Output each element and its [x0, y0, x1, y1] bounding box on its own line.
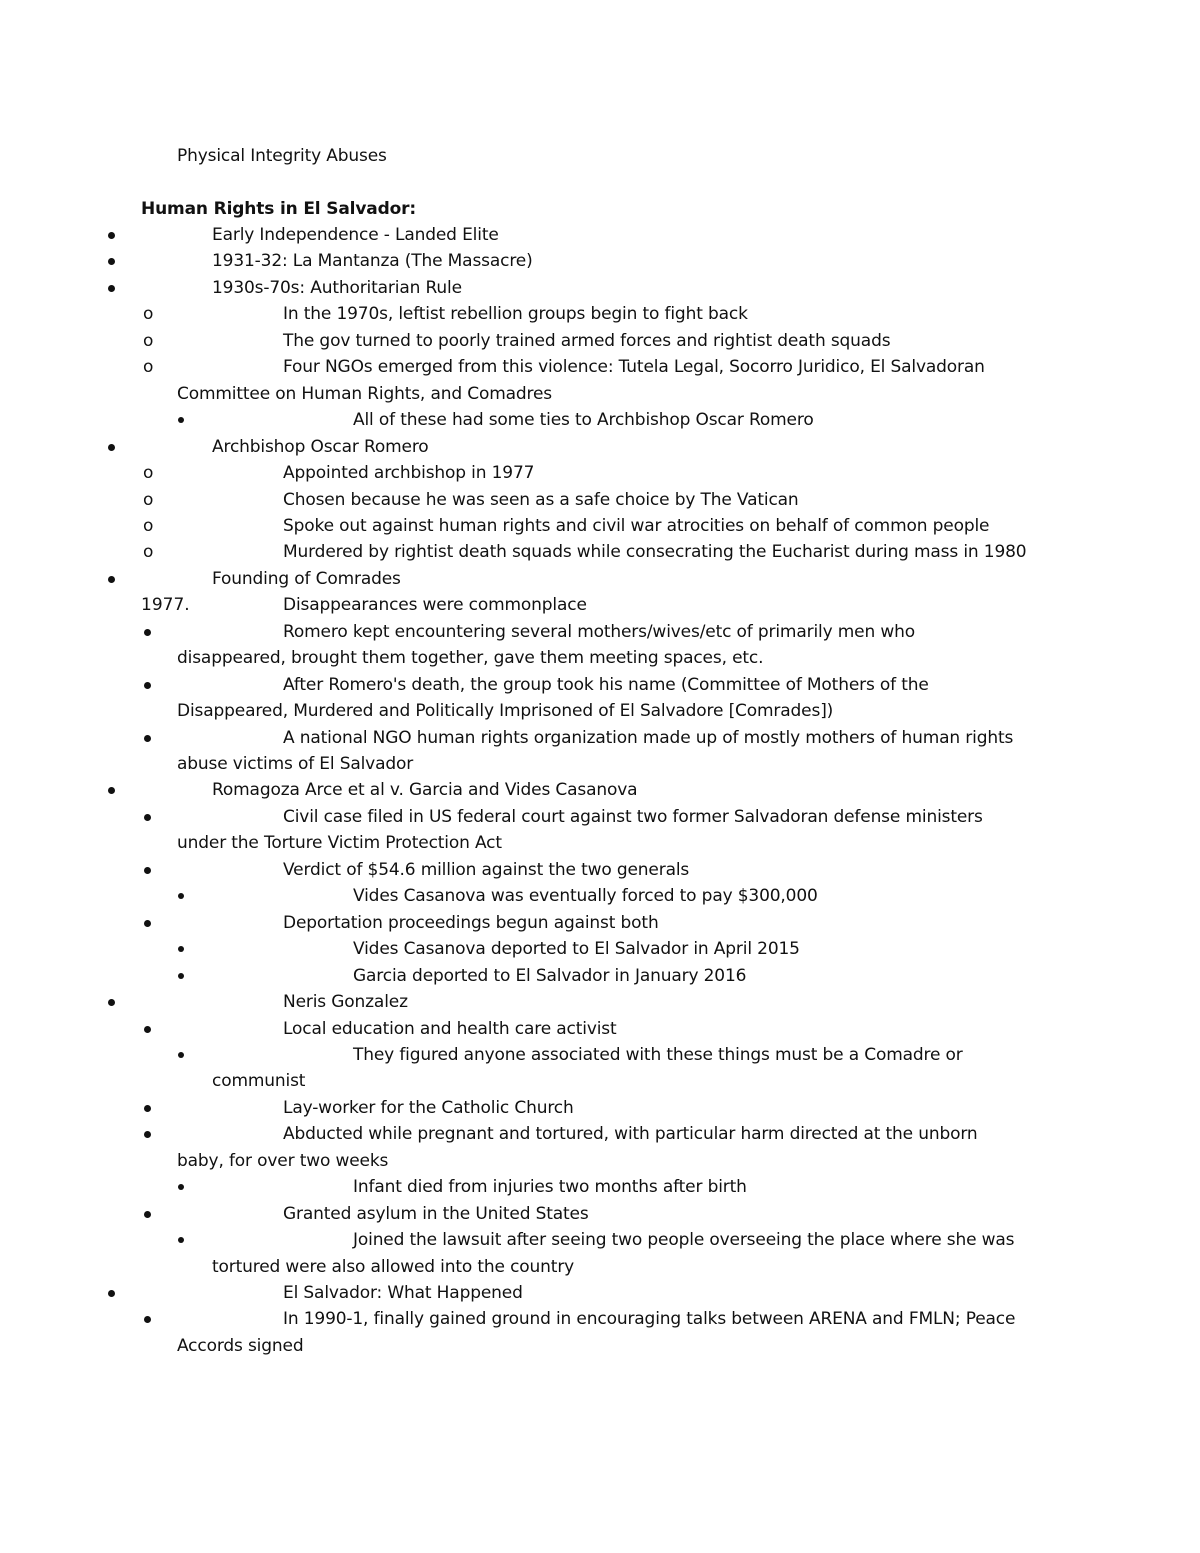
list-item-continuation: disappeared, brought them together, gave them meeting spaces, etc.: [177, 648, 764, 668]
list-item-text: All of these had some ties to Archbishop Oscar Romero: [353, 410, 814, 430]
list-item-text: Abducted while pregnant and tortured, with particular harm directed at the unborn: [283, 1124, 978, 1144]
list-item-continuation: under the Torture Victim Protection Act: [177, 833, 502, 853]
hollow-bullet-icon: o: [143, 516, 154, 536]
bullet-icon: [178, 1052, 184, 1058]
list-item-text: After Romero's death, the group took his name (Committee of Mothers of the: [283, 675, 929, 695]
list-item-text: Romero kept encountering several mothers/wives/etc of primarily men who: [283, 622, 915, 642]
list-item-continuation: Accords signed: [177, 1336, 304, 1356]
bullet-icon: [178, 1237, 184, 1243]
list-item-text: 1931-32: La Mantanza (The Massacre): [212, 251, 533, 271]
list-item-text: Disappearances were commonplace: [283, 595, 587, 615]
list-item-text: El Salvador: What Happened: [283, 1283, 523, 1303]
hollow-bullet-icon: o: [143, 331, 154, 351]
list-item-text: Murdered by rightist death squads while consecrating the Eucharist during mass in 1980: [283, 542, 1027, 562]
bullet-icon: [108, 576, 115, 583]
bullet-icon: [144, 1211, 151, 1218]
bullet-icon: [108, 1290, 115, 1297]
bullet-icon: [144, 1316, 151, 1323]
bullet-icon: [178, 893, 184, 899]
list-item-continuation: Committee on Human Rights, and Comadres: [177, 384, 552, 404]
bullet-icon: [144, 1026, 151, 1033]
list-item-text: Spoke out against human rights and civil war atrocities on behalf of common people: [283, 516, 990, 536]
list-item-text: Civil case filed in US federal court against two former Salvadoran defense ministers: [283, 807, 983, 827]
list-item-text: Local education and health care activist: [283, 1019, 617, 1039]
bullet-icon: [108, 258, 115, 265]
list-item-text: Appointed archbishop in 1977: [283, 463, 535, 483]
list-item-text: Founding of Comrades: [212, 569, 401, 589]
bullet-icon: [144, 867, 151, 874]
list-item-continuation: communist: [212, 1071, 306, 1091]
list-item-text: The gov turned to poorly trained armed forces and rightist death squads: [283, 331, 891, 351]
list-item-continuation: Disappeared, Murdered and Politically Imprisoned of El Salvadore [Comrades]): [177, 701, 834, 721]
list-item-text: Vides Casanova was eventually forced to pay $300,000: [353, 886, 818, 906]
document-title: Physical Integrity Abuses: [177, 146, 387, 166]
list-item-text: Archbishop Oscar Romero: [212, 437, 429, 457]
list-item-text: Vides Casanova deported to El Salvador in April 2015: [353, 939, 800, 959]
bullet-icon: [144, 735, 151, 742]
bullet-icon: [178, 973, 184, 979]
bullet-icon: [144, 682, 151, 689]
bullet-icon: [178, 1184, 184, 1190]
list-item-text: In the 1970s, leftist rebellion groups begin to fight back: [283, 304, 748, 324]
bullet-icon: [108, 285, 115, 292]
list-item-text: Deportation proceedings begun against both: [283, 913, 659, 933]
list-item-continuation: tortured were also allowed into the country: [212, 1257, 575, 1277]
bullet-icon: [144, 814, 151, 821]
list-item-text: Verdict of $54.6 million against the two generals: [283, 860, 690, 880]
hollow-bullet-icon: o: [143, 357, 154, 377]
bullet-icon: [108, 232, 115, 239]
list-item-text: Granted asylum in the United States: [283, 1204, 589, 1224]
hollow-bullet-icon: o: [143, 490, 154, 510]
list-item-continuation: abuse victims of El Salvador: [177, 754, 414, 774]
bullet-icon: [178, 946, 184, 952]
hollow-bullet-icon: o: [143, 463, 154, 483]
list-number: 1977.: [141, 595, 190, 615]
list-item-text: They figured anyone associated with these things must be a Comadre or: [353, 1045, 963, 1065]
list-item-text: In 1990-1, finally gained ground in encouraging talks between ARENA and FMLN; Peace: [283, 1309, 1016, 1329]
list-item-text: 1930s-70s: Authoritarian Rule: [212, 278, 462, 298]
list-item-text: Neris Gonzalez: [283, 992, 408, 1012]
hollow-bullet-icon: o: [143, 542, 154, 562]
list-item-text: Chosen because he was seen as a safe choice by The Vatican: [283, 490, 799, 510]
list-item-continuation: baby, for over two weeks: [177, 1151, 389, 1171]
list-item-text: Garcia deported to El Salvador in January 2016: [353, 966, 747, 986]
bullet-icon: [144, 920, 151, 927]
list-item-text: Early Independence - Landed Elite: [212, 225, 499, 245]
list-item-text: Lay-worker for the Catholic Church: [283, 1098, 574, 1118]
hollow-bullet-icon: o: [143, 304, 154, 324]
bullet-icon: [108, 999, 115, 1006]
list-item-text: Infant died from injuries two months after birth: [353, 1177, 747, 1197]
bullet-icon: [144, 1131, 151, 1138]
list-item-text: Joined the lawsuit after seeing two people overseeing the place where she was: [353, 1230, 1015, 1250]
bullet-icon: [108, 444, 115, 451]
list-item-text: Four NGOs emerged from this violence: Tutela Legal, Socorro Juridico, El Salvadoran: [283, 357, 985, 377]
bullet-icon: [178, 417, 184, 423]
list-item-text: Romagoza Arce et al v. Garcia and Vides Casanova: [212, 780, 638, 800]
section-heading: Human Rights in El Salvador:: [141, 199, 417, 219]
bullet-icon: [144, 629, 151, 636]
list-item-text: A national NGO human rights organization made up of mostly mothers of human rights: [283, 728, 1014, 748]
bullet-icon: [108, 787, 115, 794]
bullet-icon: [144, 1105, 151, 1112]
